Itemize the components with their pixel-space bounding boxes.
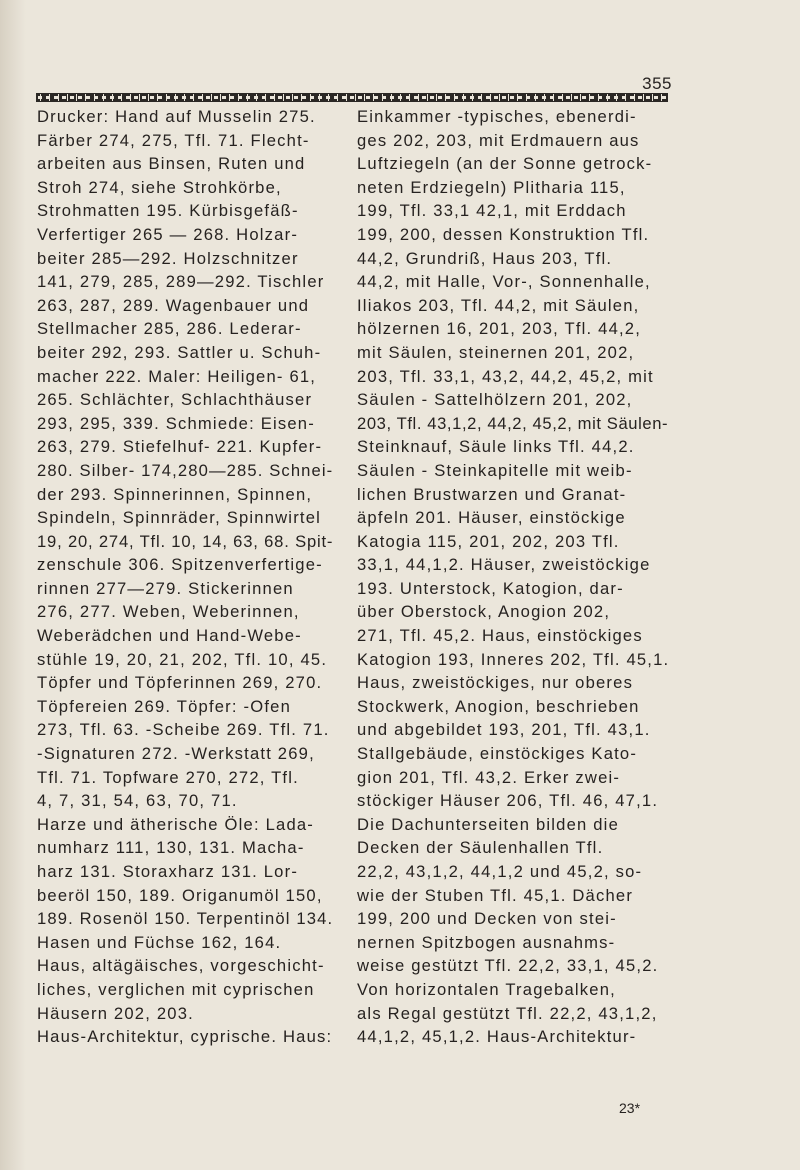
text-line: 263, 279. Stiefelhuf- 221. Kupfer- (37, 437, 323, 457)
text-line: 271, Tfl. 45,2. Haus, einstöckiges (357, 626, 643, 646)
left-column (37, 105, 332, 1049)
text-line: Die Dachunterseiten bilden die (357, 814, 620, 834)
text-line: Decken der Säulenhallen Tfl. (357, 838, 604, 858)
text-line: Weberädchen und Hand-Webe- (37, 626, 302, 646)
text-line: 189. Rosenöl 150. Terpentinöl 134. (37, 909, 334, 929)
text-line: und abgebildet 193, 201, Tfl. 43,1. (357, 720, 651, 740)
text-line: zenschule 306. Spitzenverfertige- (37, 555, 323, 575)
text-line: 19, 20, 274, Tfl. 10, 14, 63, 68. Spit- (37, 531, 334, 551)
text-line: Spindeln, Spinnräder, Spinnwirtel (37, 508, 322, 528)
text-line: harz 131. Storaxharz 131. Lor- (37, 862, 299, 881)
text-line: arbeiten aus Binsen, Ruten und (37, 154, 306, 174)
page-edge-shadow (0, 0, 26, 1170)
text-line: hölzernen 16, 201, 203, Tfl. 44,2, (357, 319, 642, 339)
text-line: liches, verglichen mit cyprischen (37, 979, 315, 999)
text-line: 273, Tfl. 63. -Scheibe 269. Tfl. 71. (37, 720, 330, 740)
text-line: 203, Tfl. 43,1,2, 44,2, 45,2, mit Säulen- (357, 413, 669, 433)
text-line: 276, 277. Weben, Weberinnen, (37, 602, 300, 622)
text-line: beeröl 150, 189. Origanumöl 150, (37, 885, 323, 905)
text-line: Strohmatten 195. Kürbisgefäß- (37, 201, 299, 221)
text-line: 4, 7, 31, 54, 63, 70, 71. (37, 791, 238, 811)
text-line: -Signaturen 272. -Werkstatt 269, (37, 744, 315, 764)
page-number: 355 (642, 74, 672, 93)
text-line: als Regal gestützt Tfl. 22,2, 43,1,2, (357, 1003, 658, 1023)
text-line: nernen Spitzbogen ausnahms- (357, 932, 616, 952)
text-line: Stellmacher 285, 286. Lederar- (37, 319, 302, 339)
text-line: Verfertiger 265 — 268. Holzar- (37, 224, 299, 244)
text-line: der 293. Spinnerinnen, Spinnen, (37, 484, 313, 504)
text-line: Steinknauf, Säule links Tfl. 44,2. (357, 437, 635, 457)
text-line: 199, Tfl. 33,1 42,1, mit Erddach (357, 201, 627, 221)
text-line: neten Erdziegeln) Plitharia 115, (357, 177, 626, 197)
text-line: 44,2, Grundriß, Haus 203, Tfl. (357, 248, 613, 268)
text-line: numharz 111, 130, 131. Macha- (37, 838, 305, 858)
text-line: Haus-Architektur, cyprische. Haus: (37, 1027, 333, 1047)
text-line: äpfeln 201. Häuser, einstöckige (357, 508, 626, 528)
text-line: 293, 295, 339. Schmiede: Eisen- (37, 413, 315, 433)
text-line: Einkammer -typisches, ebenerdi- (357, 107, 637, 126)
text-line: Säulen - Sattelhölzern 201, 202, (357, 390, 633, 410)
text-line: Haus, altägäisches, vorgeschicht- (37, 956, 325, 976)
text-line: Drucker: Hand auf Musselin 275. (37, 107, 316, 126)
right-column (357, 105, 668, 1049)
text-line: beiter 292, 293. Sattler u. Schuh- (37, 342, 322, 362)
text-line: Häusern 202, 203. (37, 1003, 194, 1023)
text-line: macher 222. Maler: Heiligen- 61, (37, 366, 317, 386)
printer-signature-mark: 23* (619, 1100, 641, 1116)
text-line: lichen Brustwarzen und Granat- (357, 484, 627, 504)
text-line: Stockwerk, Anogion, beschrieben (357, 696, 640, 716)
text-line: 33,1, 44,1,2. Häuser, zweistöckige (357, 555, 651, 575)
text-line: 141, 279, 285, 289—292. Tischler (37, 272, 325, 292)
text-line: Färber 274, 275, Tfl. 71. Flecht- (37, 130, 310, 150)
text-line: 193. Unterstock, Katogion, dar- (357, 578, 624, 598)
text-line: stöckiger Häuser 206, Tfl. 46, 47,1. (357, 791, 659, 811)
text-line: stühle 19, 20, 21, 202, Tfl. 10, 45. (37, 649, 328, 669)
text-line: Katogion 193, Inneres 202, Tfl. 45,1. (357, 649, 670, 669)
text-line: Harze und ätherische Öle: Lada- (37, 814, 315, 834)
text-line: Luftziegeln (an der Sonne getrock- (357, 154, 653, 174)
text-line: Stroh 274, siehe Strohkörbe, (37, 177, 282, 197)
text-line: Iliakos 203, Tfl. 44,2, mit Säulen, (357, 295, 640, 315)
text-line: Hasen und Füchse 162, 164. (37, 932, 282, 952)
text-line: mit Säulen, steinernen 201, 202, (357, 342, 635, 362)
text-line: 199, 200 und Decken von stei- (357, 909, 617, 929)
text-line: Töpfer und Töpferinnen 269, 270. (37, 673, 323, 693)
text-line: Stallgebäude, einstöckiges Kato- (357, 744, 638, 764)
text-line: Von horizontalen Tragebalken, (357, 979, 616, 999)
text-line: 263, 287, 289. Wagenbauer und (37, 295, 310, 315)
decorative-border-rule (36, 93, 668, 102)
text-line: Säulen - Steinkapitelle mit weib- (357, 460, 633, 480)
text-line: ges 202, 203, mit Erdmauern aus (357, 130, 640, 150)
text-line: gion 201, Tfl. 43,2. Erker zwei- (357, 767, 621, 787)
text-line: 280. Silber- 174,280—285. Schnei- (37, 460, 334, 480)
text-line: 22,2, 43,1,2, 44,1,2 und 45,2, so- (357, 862, 643, 881)
text-line: 203, Tfl. 33,1, 43,2, 44,2, 45,2, mit (357, 366, 654, 386)
text-line: 44,2, mit Halle, Vor-, Sonnenhalle, (357, 272, 651, 292)
text-line: Tfl. 71. Topfware 270, 272, Tfl. (37, 767, 299, 787)
text-line: Haus, zweistöckiges, nur oberes (357, 673, 634, 693)
text-line: weise gestützt Tfl. 22,2, 33,1, 45,2. (357, 956, 659, 976)
text-line: 44,1,2, 45,1,2. Haus-Architektur- (357, 1027, 637, 1047)
text-line: Töpfereien 269. Töpfer: -Ofen (37, 696, 292, 716)
text-line: rinnen 277—279. Stickerinnen (37, 578, 294, 598)
text-line: über Oberstock, Anogion 202, (357, 602, 611, 622)
text-line: wie der Stuben Tfl. 45,1. Dächer (357, 885, 634, 905)
text-line: 199, 200, dessen Konstruktion Tfl. (357, 224, 650, 244)
text-line: 265. Schlächter, Schlachthäuser (37, 390, 313, 410)
text-line: Katogia 115, 201, 202, 203 Tfl. (357, 531, 620, 551)
text-line: beiter 285—292. Holzschnitzer (37, 248, 299, 268)
